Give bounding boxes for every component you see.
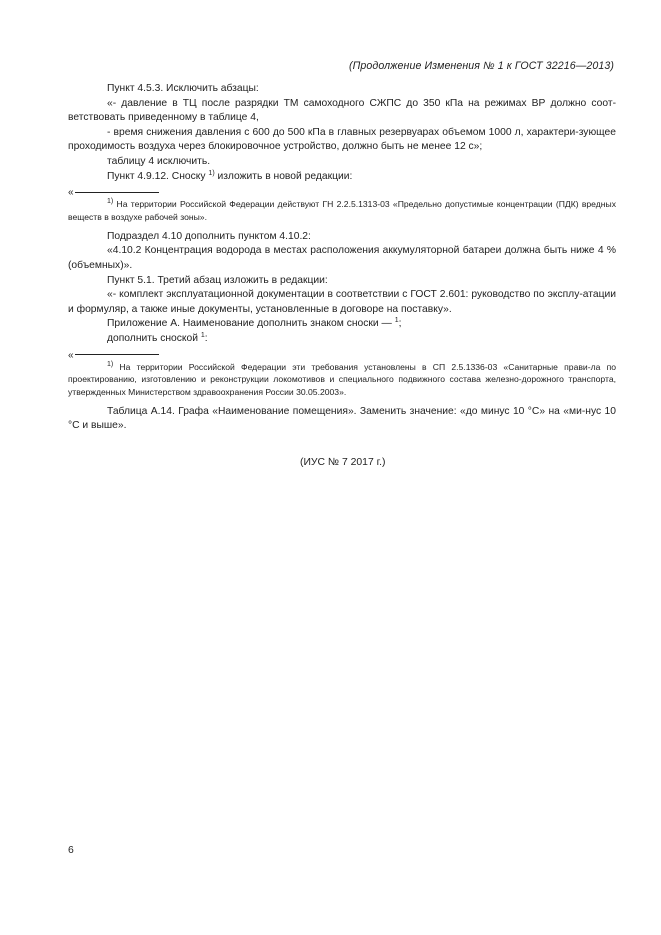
paragraph: «4.10.2 Концентрация водорода в местах расположения аккумуляторной батареи должна быть ниже 4 % (объемных)».	[68, 245, 616, 271]
footnote-text: $^{1)}$ На территории Российской Федерации действуют ГН 2.2.5.1313-03 «Предельно допустимые концентрации (ПДК) вредных веществ в воздухе рабочей зоны».	[68, 198, 616, 222]
document-body	[68, 82, 616, 434]
paragraph-add-footnote: дополнить сноской $^1$:	[107, 331, 208, 344]
paragraph: таблицу 4 исключить.	[107, 155, 211, 167]
footnote-text: $^{1)}$ На территории Российской Федерации эти требования установлены в СП 2.5.1336-03 «Санитарные прави-ла по проектированию, изготовлению и реконструкции локомотивов и специального подвижного состава железно-дорожного транспорта, утвержденных Министерством здравоохранения России 30.05.2003».	[68, 360, 616, 398]
paragraph: Подраздел 4.10 дополнить пунктом 4.10.2:	[107, 230, 311, 242]
paragraph-appendix-a: Приложение А. Наименование дополнить знаком сноски — $^1$;	[107, 317, 402, 330]
footnote-separator: «	[68, 188, 616, 198]
footnote-separator: «	[68, 351, 616, 361]
page-number: 6	[68, 845, 74, 856]
paragraph: «- комплект эксплуатационной документации в соответствии с ГОСТ 2.601: руководство по эксплу-атации и формуляр, а также иные документы, установленные в договоре на поставку».	[68, 289, 616, 315]
paragraph-4-9-12: Пункт 4.9.12. Сноску $^{1)}$ изложить в новой редакции:	[107, 169, 353, 182]
paragraph-table-a14: Таблица А.14. Графа «Наименование помещения». Заменить значение: «до минус 10 °С» на «ми-нус 10 °С и выше».	[68, 405, 616, 432]
paragraph: - время снижения давления с 600 до 500 кПа в главных резервуарах объемом 1000 л, характери-зующее проходимость воздуха через блокировочное устройство, должно быть не менее 12 с»;	[68, 126, 616, 153]
paragraph: Пункт 4.5.3. Исключить абзацы:	[107, 83, 259, 94]
paragraph: «- давление в ТЦ после разрядки ТМ самоходного СЖПС до 350 кПа на режимах ВР должно соот-ветствовать приведенному в таблице 4,	[68, 97, 616, 124]
footnote-block	[68, 351, 616, 399]
footnote-block	[68, 188, 616, 224]
paragraph: Пункт 5.1. Третий абзац изложить в редакции:	[107, 274, 328, 286]
page-header: (Продолжение Изменения № 1 к ГОСТ 32216—2013)	[348, 60, 614, 72]
ius-reference: (ИУС № 7 2017 г.)	[300, 457, 386, 468]
